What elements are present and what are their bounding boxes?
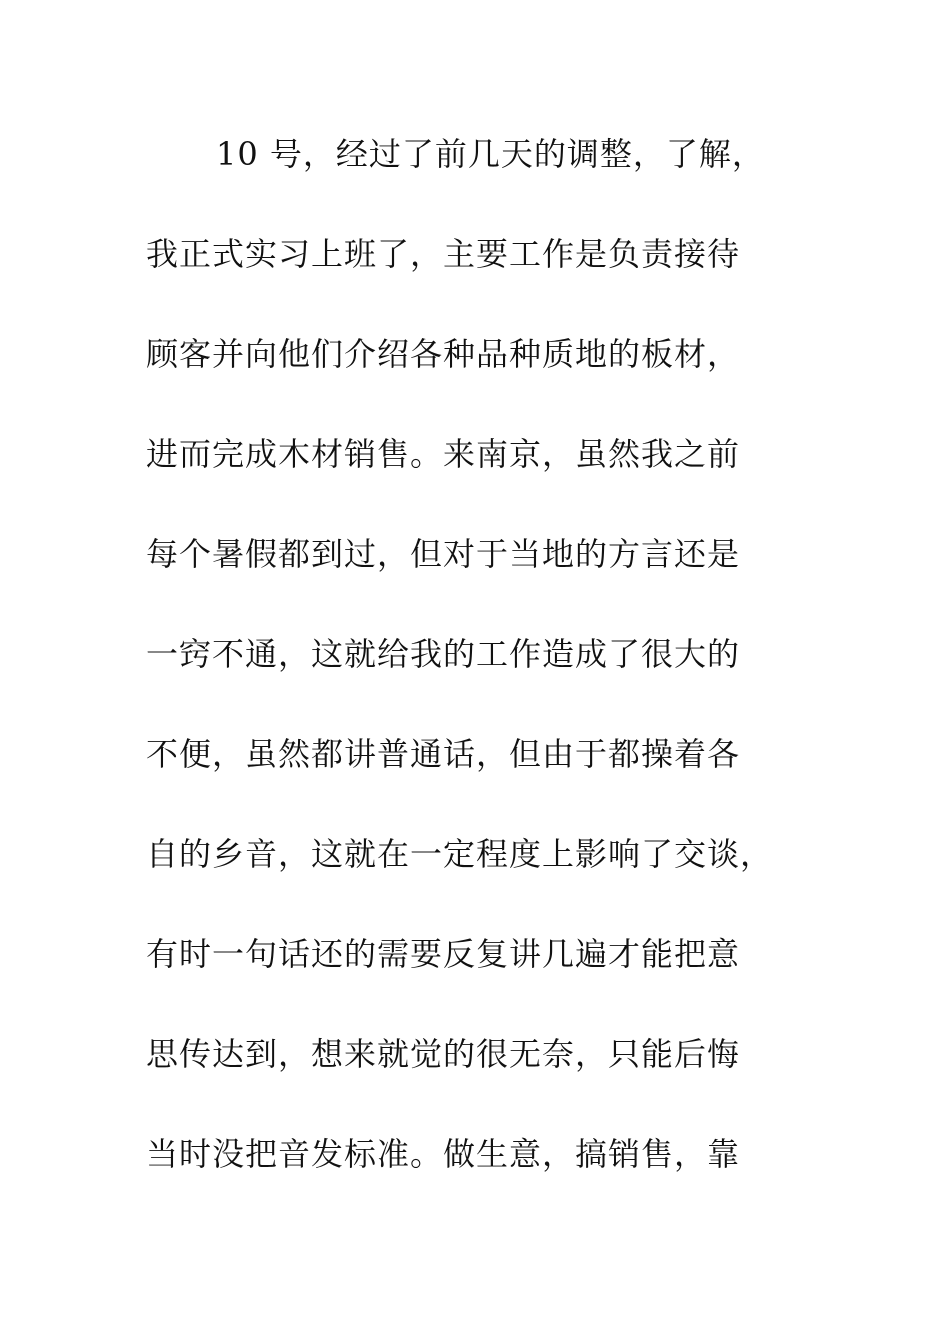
- text-line: 当时没把音发标准。做生意，搞销售，靠: [146, 1135, 741, 1173]
- text-line: 一窍不通，这就给我的工作造成了很大的: [146, 635, 741, 673]
- text-line: 进而完成木材销售。来南京，虽然我之前: [146, 435, 741, 473]
- text-line: 不便，虽然都讲普通话，但由于都操着各: [146, 735, 741, 773]
- paragraph: [146, 126, 826, 1226]
- text-line: 每个暑假都到过，但对于当地的方言还是: [146, 535, 741, 573]
- text-line: 顾客并向他们介绍各种品种质地的板材，: [146, 335, 741, 373]
- text-line: 我正式实习上班了，主要工作是负责接待: [146, 235, 741, 273]
- text-line: 有时一句话还的需要反复讲几遍才能把意: [146, 935, 741, 973]
- text-line: 自的乡音，这就在一定程度上影响了交谈，: [146, 835, 774, 873]
- text-line: 10 号，经过了前几天的调整，了解，: [216, 135, 765, 173]
- text-line: 思传达到，想来就觉的很无奈，只能后悔: [146, 1035, 741, 1073]
